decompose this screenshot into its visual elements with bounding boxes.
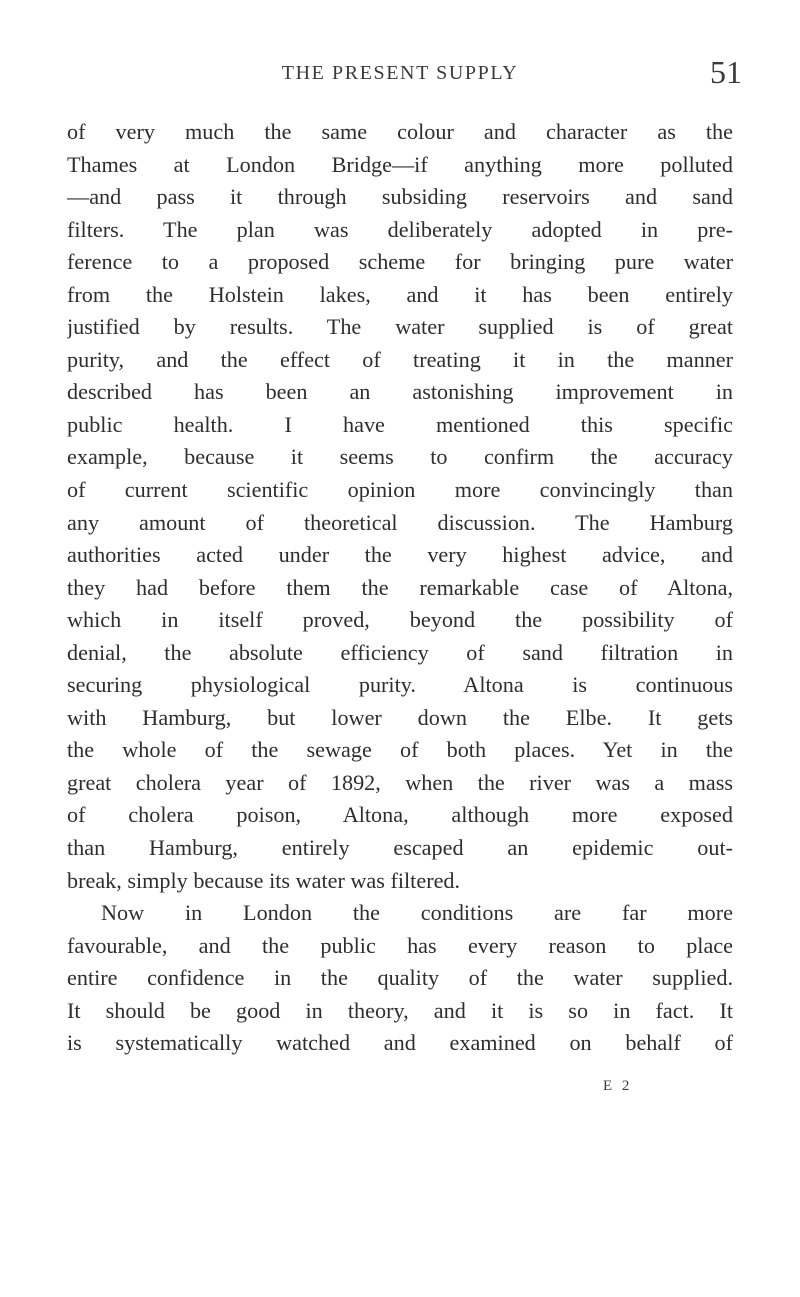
text-line: described has been an astonishing improvement in	[67, 379, 733, 405]
text-line: great cholera year of 1892, when the river was a mass	[67, 769, 733, 795]
text-line: is systematically watched and examined on behalf of	[67, 1030, 733, 1056]
text-line: It should be good in theory, and it is so in fact. It	[67, 997, 733, 1023]
text-line: of very much the same colour and character as the	[67, 119, 733, 144]
page-number: 51	[710, 54, 742, 90]
text-line: than Hamburg, entirely escaped an epidemic out-	[67, 835, 733, 861]
text-line: filters. The plan was deliberately adopted in pre-	[67, 216, 733, 242]
text-line: they had before them the remarkable case of Altona,	[67, 574, 733, 600]
text-line: the whole of the sewage of both places. Yet in the	[67, 737, 733, 763]
text-line: —and pass it through subsiding reservoirs and sand	[67, 184, 733, 210]
text-line: any amount of theoretical discussion. The Hamburg	[67, 509, 733, 535]
paragraph-2	[67, 897, 733, 1060]
body-text	[67, 116, 733, 1060]
text-line: Now in London the conditions are far more	[101, 900, 733, 926]
text-line: justified by results. The water supplied is of great	[67, 314, 733, 340]
text-line: denial, the absolute efficiency of sand filtration in	[67, 639, 733, 665]
text-line: which in itself proved, beyond the possibility of	[67, 607, 733, 633]
text-line: break, simply because its water was filtered.	[67, 867, 461, 893]
text-line: Thames at London Bridge—if anything more polluted	[67, 151, 733, 177]
text-line: of current scientific opinion more convincingly than	[67, 477, 733, 503]
text-line: securing physiological purity. Altona is continuous	[67, 672, 733, 698]
text-line: with Hamburg, but lower down the Elbe. It gets	[67, 704, 733, 730]
text-line: purity, and the effect of treating it in the manner	[67, 346, 733, 372]
text-line: example, because it seems to confirm the accuracy	[67, 444, 733, 470]
text-line: ference to a proposed scheme for bringing pure water	[67, 249, 733, 275]
text-line: from the Holstein lakes, and it has been entirely	[67, 281, 733, 307]
signature-mark: E 2	[603, 1078, 633, 1094]
running-title: THE PRESENT SUPPLY	[281, 62, 519, 84]
paragraph-1	[67, 116, 733, 897]
text-line: public health. I have mentioned this specific	[67, 411, 733, 437]
text-line: authorities acted under the very highest advice, and	[67, 542, 733, 568]
text-line: favourable, and the public has every reason to place	[67, 932, 733, 958]
running-head	[0, 54, 800, 90]
text-line: entire confidence in the quality of the water supplied.	[67, 965, 733, 991]
text-line: of cholera poison, Altona, although more exposed	[67, 802, 733, 828]
